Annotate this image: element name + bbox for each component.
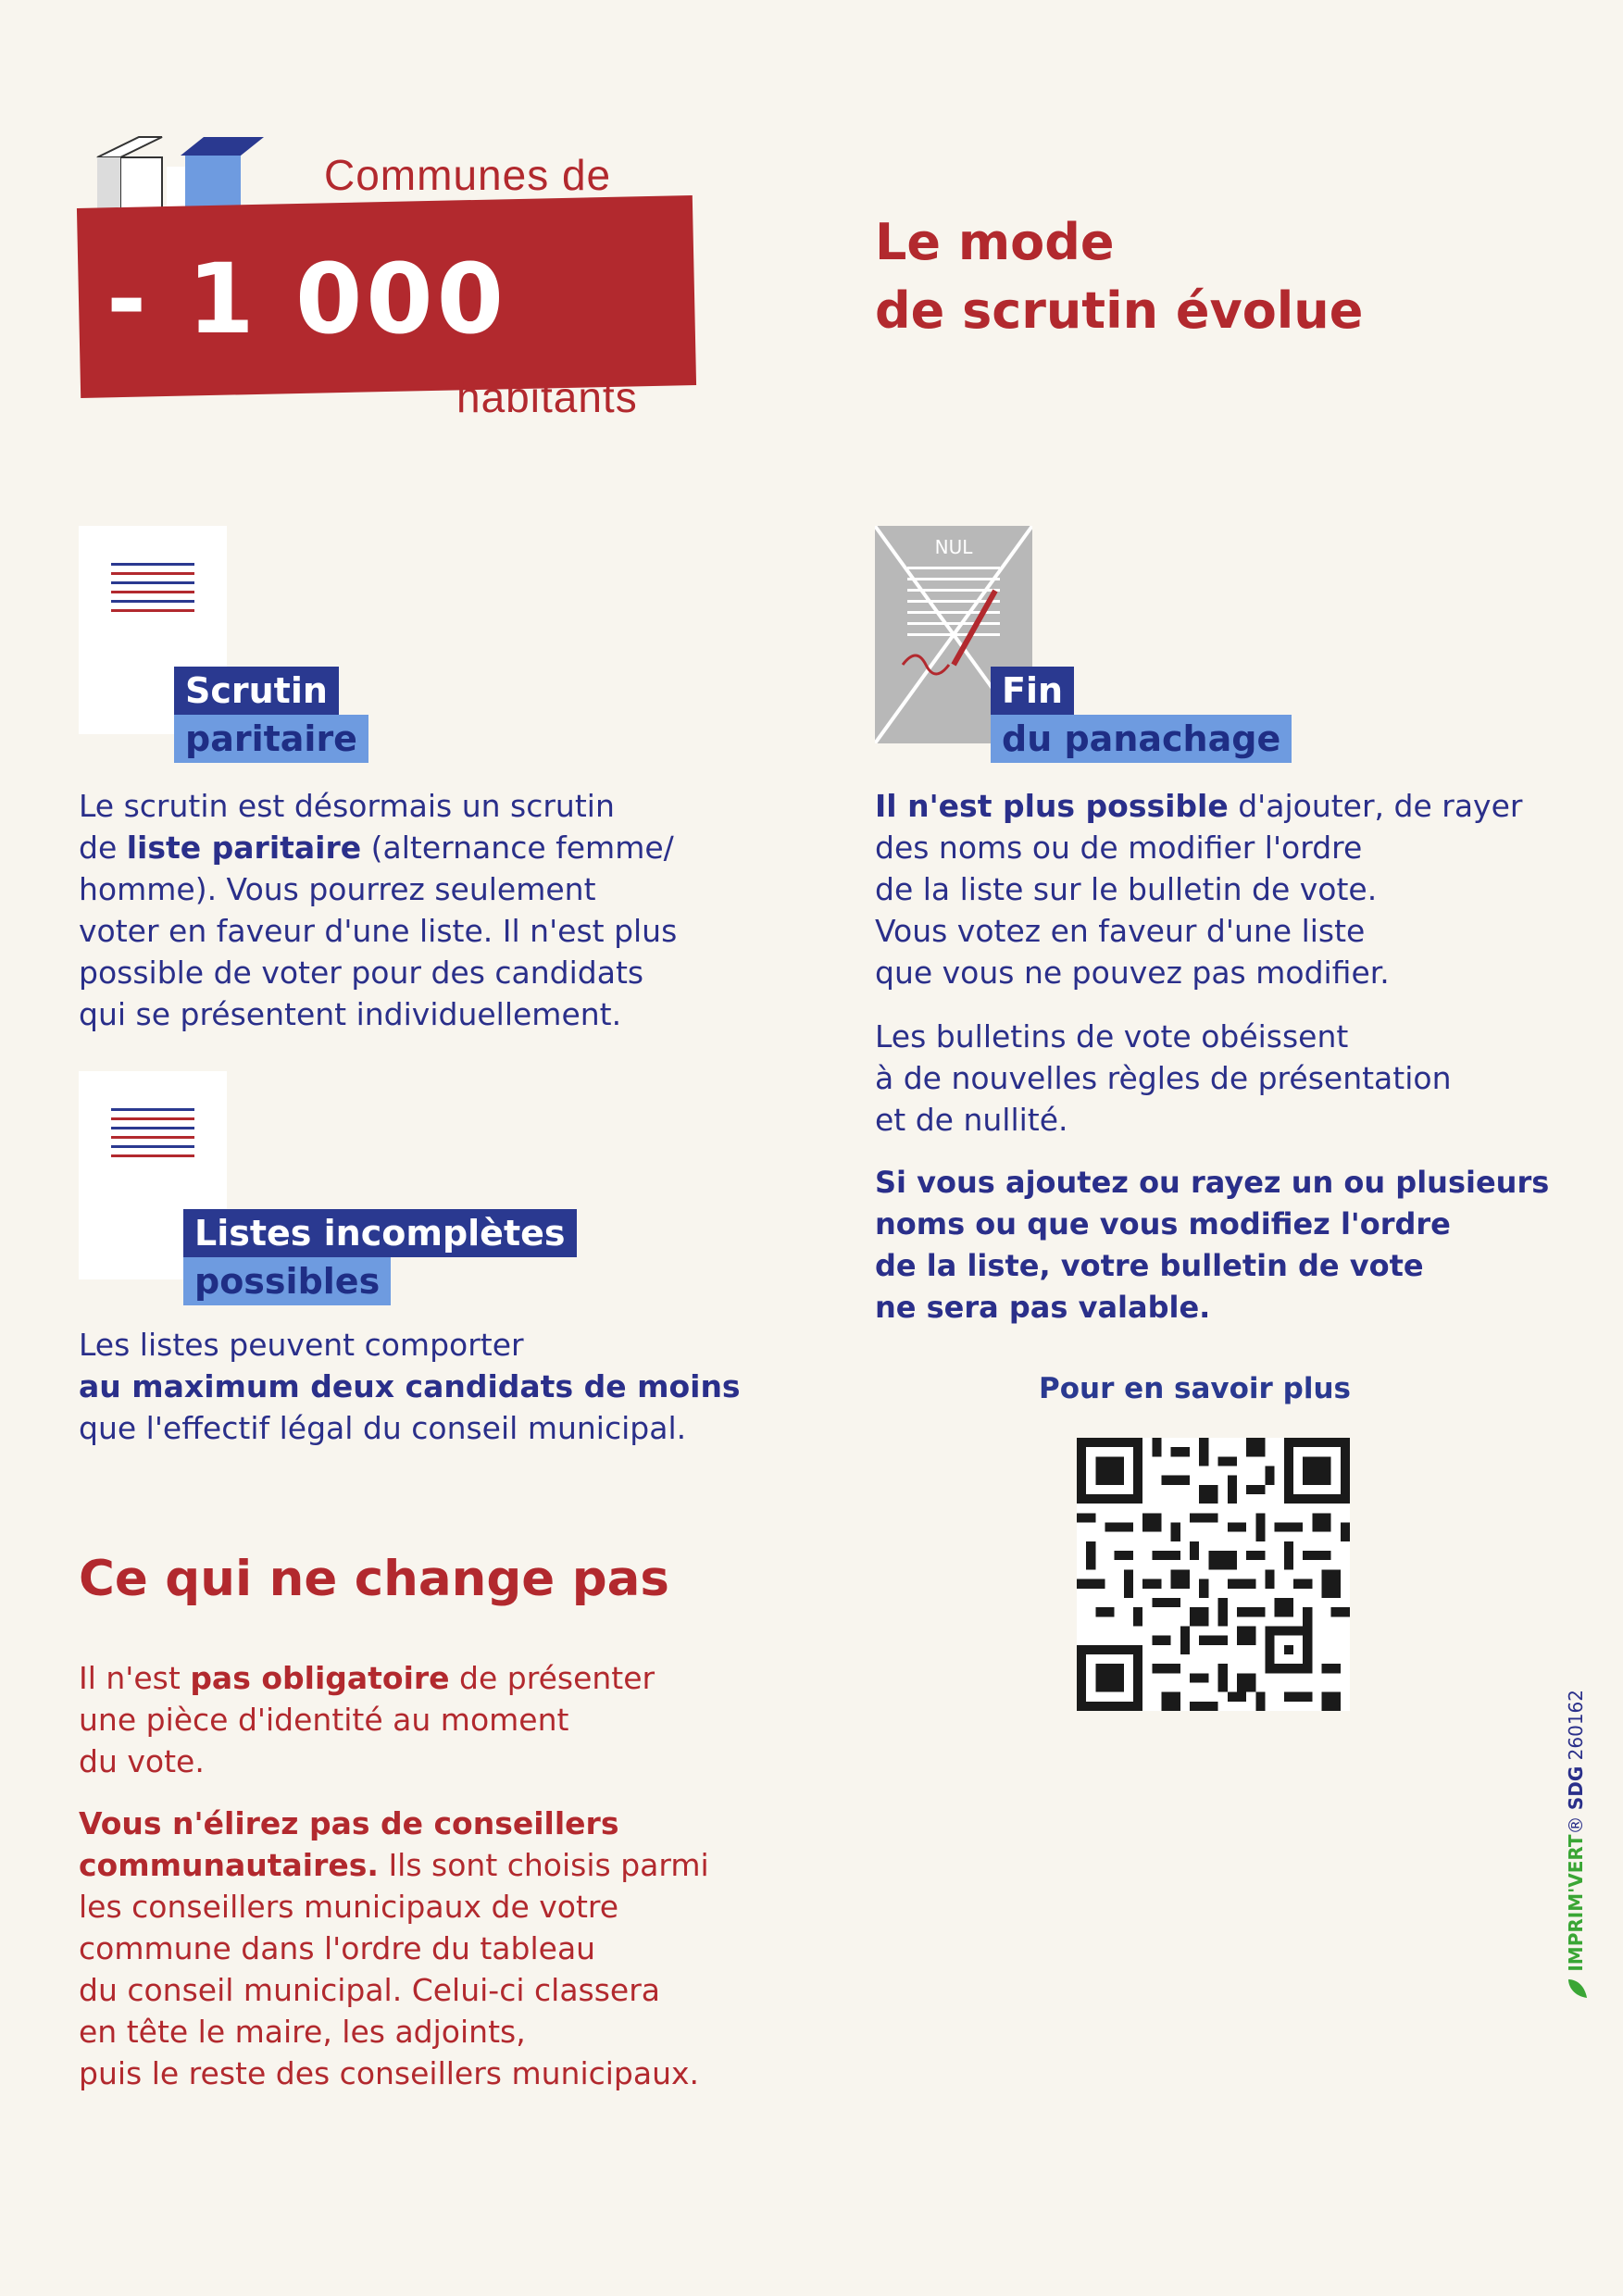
bulletins-text: Les bulletins de vote obéissent à de nouvelles règles de présentation et de nullité. bbox=[875, 1018, 1452, 1138]
communes-label-top: Communes de bbox=[324, 151, 612, 199]
tag-scrutin: Scrutin bbox=[174, 667, 339, 715]
scrutin-paritaire-text: Le scrutin est désormais un scrutin de liste paritaire (alternance femme/ homme). Vous pourrez seulement voter en faveur d'une liste. Il n'est plus possible de voter pour des candidats qui se présentent individuellement. bbox=[79, 788, 678, 1032]
listes-incompletes-text: Les listes peuvent comporter au maximum deux candidats de moins que l'effectif légal du conseil municipal. bbox=[79, 1327, 741, 1446]
imprim-vert-code: IMPRIM'VERT® SDG 260162 bbox=[1565, 1690, 1589, 2000]
communes-label-bottom: habitants bbox=[456, 373, 638, 421]
piece-identite-text: Il n'est pas obligatoire de présenter une pièce d'identité au moment du vote. bbox=[79, 1660, 655, 1779]
bulletin-invalid-warning: Si vous ajoutez ou rayez un ou plusieurs noms ou que vous modifiez l'ordre de la liste, votre bulletin de vote ne sera pas valable. bbox=[875, 1165, 1550, 1325]
page-title: Le mode de scrutin évolue bbox=[875, 213, 1364, 340]
leaf-icon bbox=[1567, 1978, 1589, 2000]
tag-listes-incompletes: Listes incomplètes bbox=[183, 1209, 577, 1257]
tag-fin: Fin bbox=[991, 667, 1074, 715]
more-info-label: Pour en savoir plus bbox=[1039, 1372, 1351, 1405]
section-title-ne-change-pas: Ce qui ne change pas bbox=[79, 1551, 669, 1607]
conseillers-communautaires-text: Vous n'élirez pas de conseillers communautaires. Ils sont choisis parmi les conseillers municipaux de votre commune dans l'ordre du tableau du conseil municipal. Celui-ci classera en tête le maire, les adjoints, puis le reste des conseillers municipaux. bbox=[79, 1805, 709, 2091]
tag-panachage: du panachage bbox=[991, 715, 1292, 763]
fin-panachage-text: Il n'est plus possible d'ajouter, de rayer des noms ou de modifier l'ordre de la liste sur le bulletin de vote. Vous votez en faveur d'une liste que vous ne pouvez pas modifier. bbox=[875, 788, 1523, 991]
population-number: - 1 000 bbox=[106, 243, 508, 356]
nul-label: NUL bbox=[934, 536, 973, 558]
tag-paritaire: paritaire bbox=[174, 715, 368, 763]
tag-possibles: possibles bbox=[183, 1257, 391, 1305]
qr-code-icon[interactable] bbox=[1077, 1438, 1350, 1711]
